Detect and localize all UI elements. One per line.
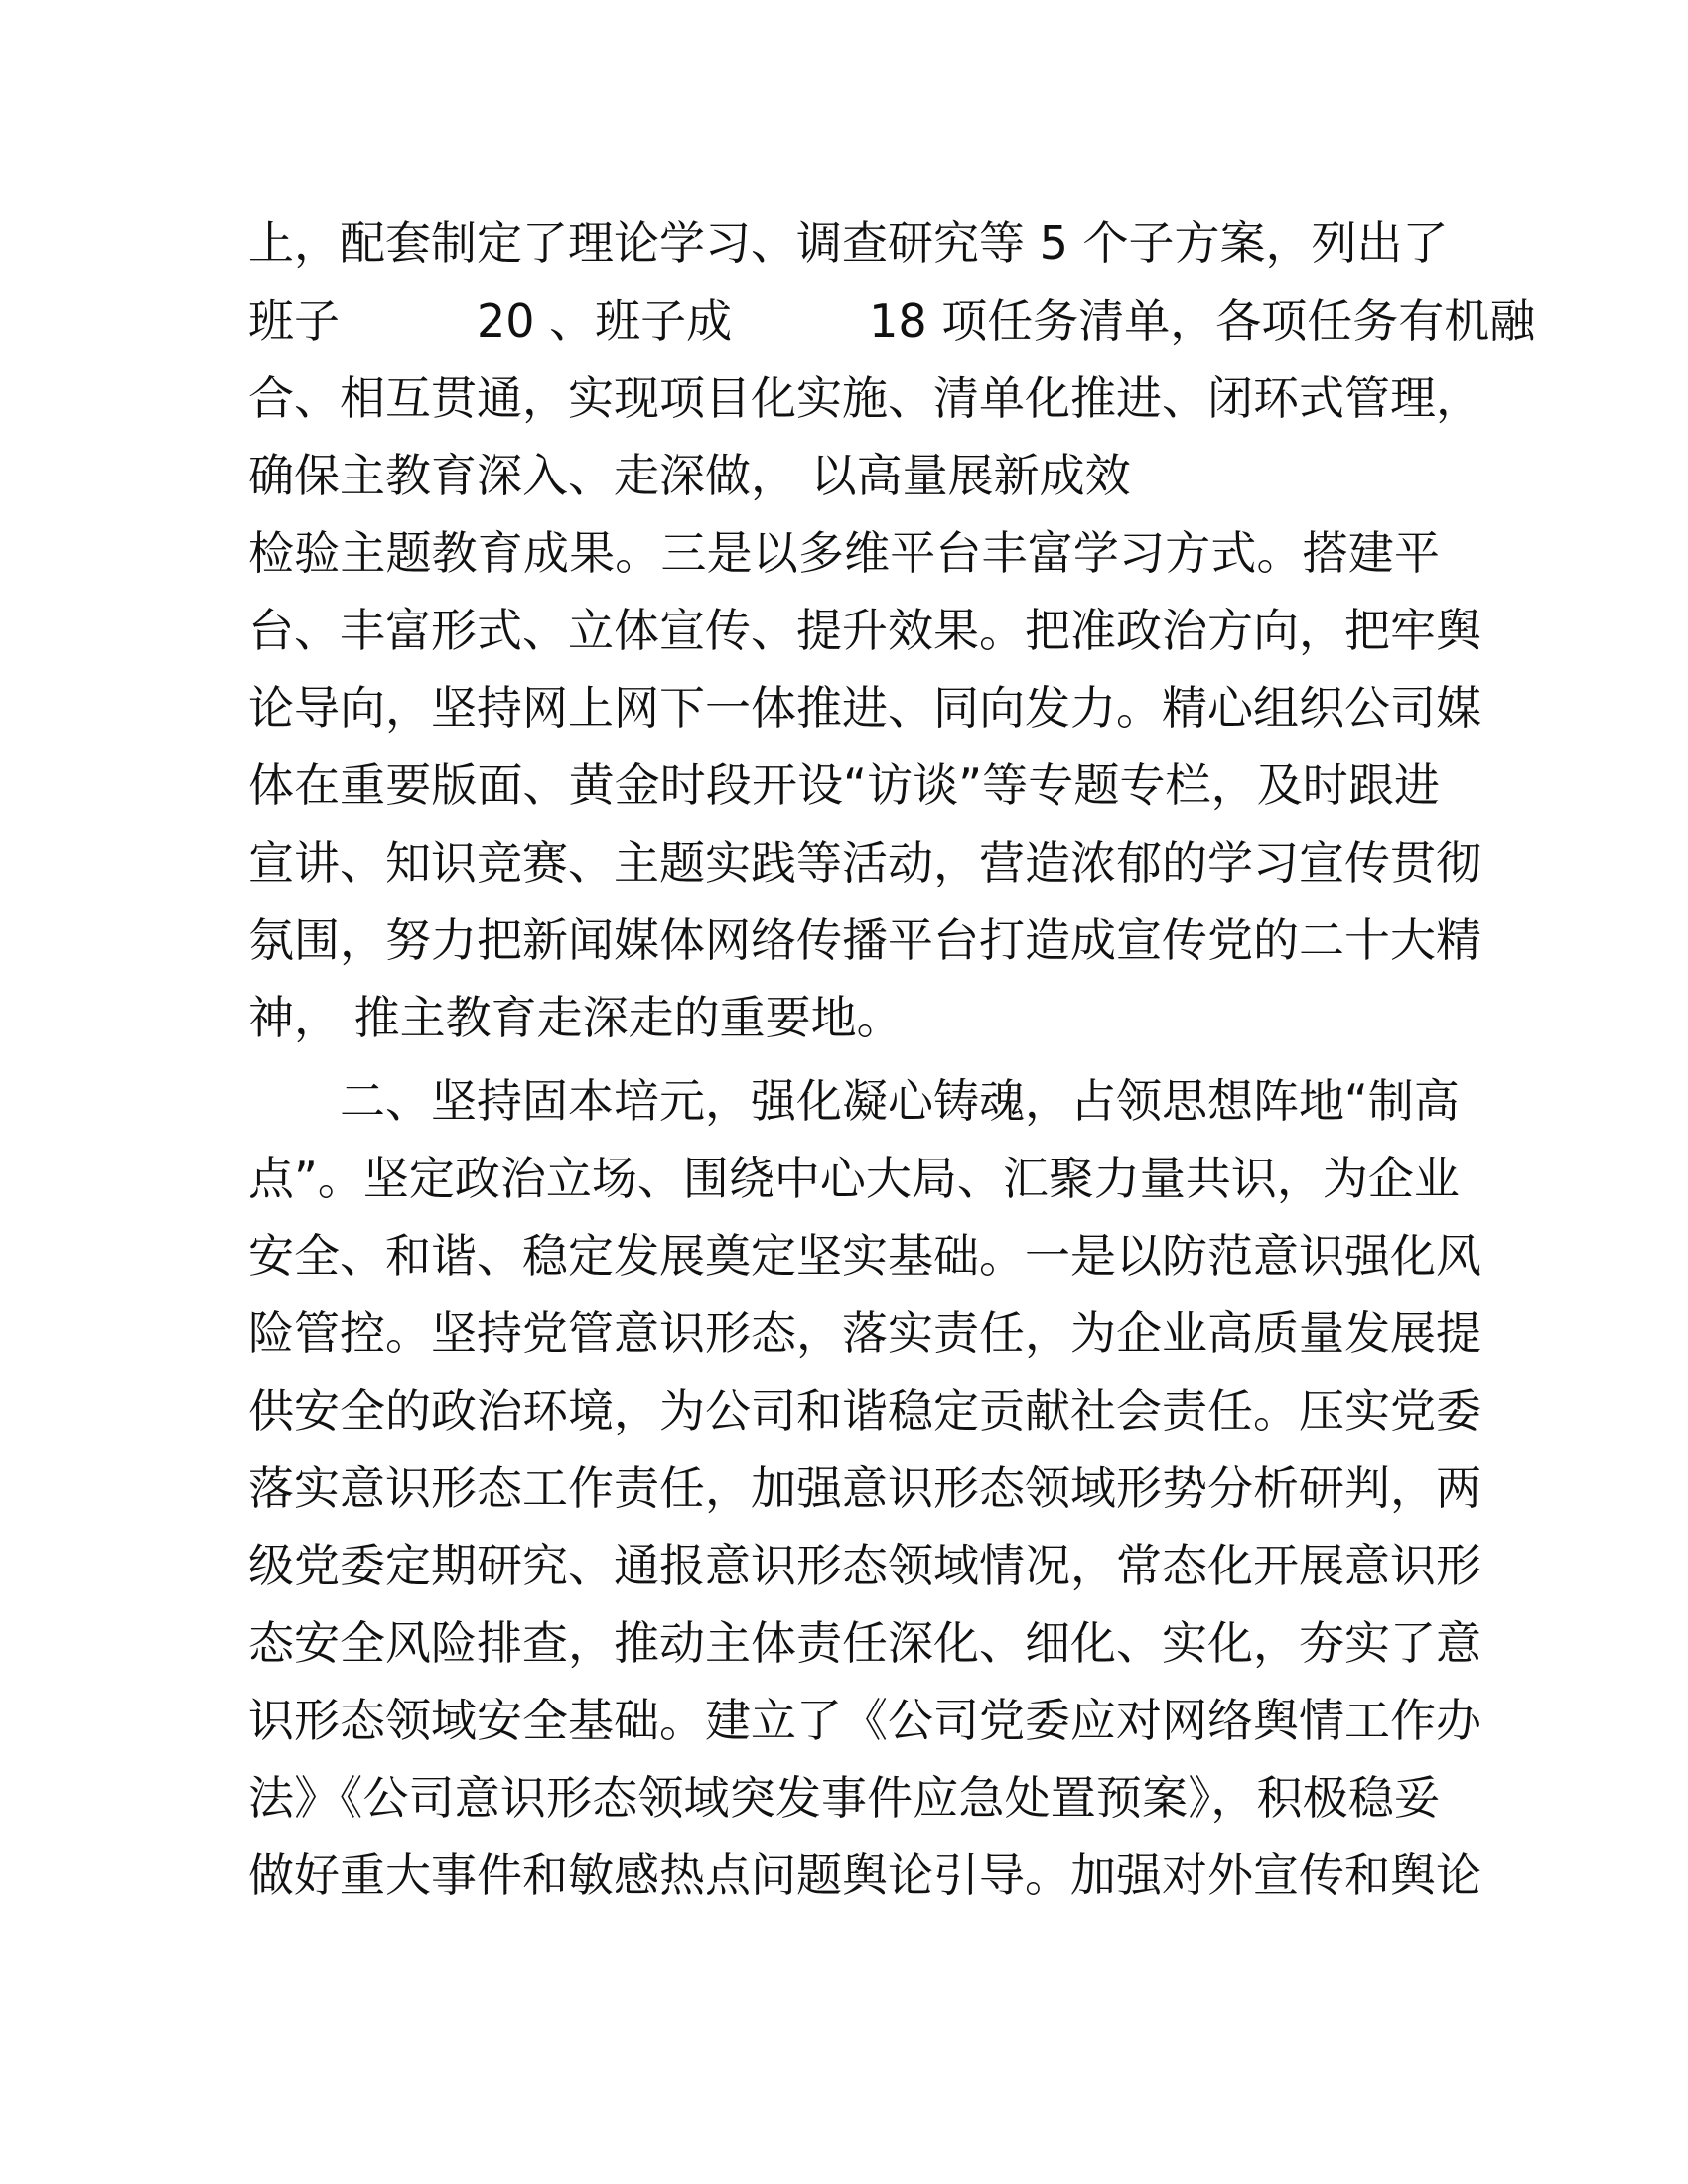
paragraph-1 [248,205,1536,1056]
text-line: 台、丰富形式、立体宣传、提升效果。把准政治方向，把牢舆 [248,604,1481,657]
text-line: 宣讲、知识竞赛、主题实践等活动，营造浓郁的学习宣传贯彻 [248,836,1481,889]
text-line: 论导向，坚持网上网下一体推进、同向发力。精心组织公司媒 [248,681,1481,735]
paragraph-2 [248,1062,1481,1914]
text-line: 法》《公司意识形态领域突发事件应急处置预案》，积极稳妥 [248,1771,1440,1825]
text-line: 识形态领域安全基础。建立了《公司党委应对网络舆情工作办 [248,1694,1481,1747]
text-line: 神， 推主教育走深走的重要地。 [248,991,903,1044]
text-line: 体在重要版面、黄金时段开设“访谈”等专题专栏，及时跟进 [248,758,1440,812]
text-line: 落实意识形态工作责任，加强意识形态领域形势分析研判，两 [248,1461,1481,1515]
text-line: 检验主题教育成果。三是以多维平台丰富学习方式。搭建平 [248,526,1440,580]
text-line: 险管控。坚持党管意识形态，落实责任，为企业高质量发展提 [248,1306,1481,1360]
text-line: 态安全风险排查，推动主体责任深化、细化、实化，夯实了意 [248,1616,1481,1670]
text-line: 供安全的政治环境，为公司和谐稳定贡献社会责任。压实党委 [248,1384,1481,1437]
text-line: 安全、和谐、稳定发展奠定坚实基础。一是以防范意识强化风 [248,1229,1481,1283]
text-line: 合、相互贯通，实现项目化实施、清单化推进、闭环式管理， [248,371,1481,425]
text-line: 做好重大事件和敏感热点问题舆论引导。加强对外宣传和舆论 [248,1848,1481,1902]
text-line: 上，配套制定了理论学习、调查研究等 5 个子方案，列出了 [248,216,1449,270]
text-line: 点”。坚定政治立场、围绕中心大局、汇聚力量共识，为企业 [248,1152,1460,1205]
text-line: 氛围，努力把新闻媒体网络传播平台打造成宣传党的二十大精 [248,913,1481,967]
text-line: 二、坚持固本培元，强化凝心铸魂，占领思想阵地“制高 [340,1074,1460,1128]
text-line: 班子 20 、班子成 18 项任务清单，各项任务有机融 [248,294,1536,347]
text-line: 确保主教育深入、走深做， 以高量展新成效 [248,449,1131,502]
text-line: 级党委定期研究、通报意识形态领域情况，常态化开展意识形 [248,1539,1481,1592]
